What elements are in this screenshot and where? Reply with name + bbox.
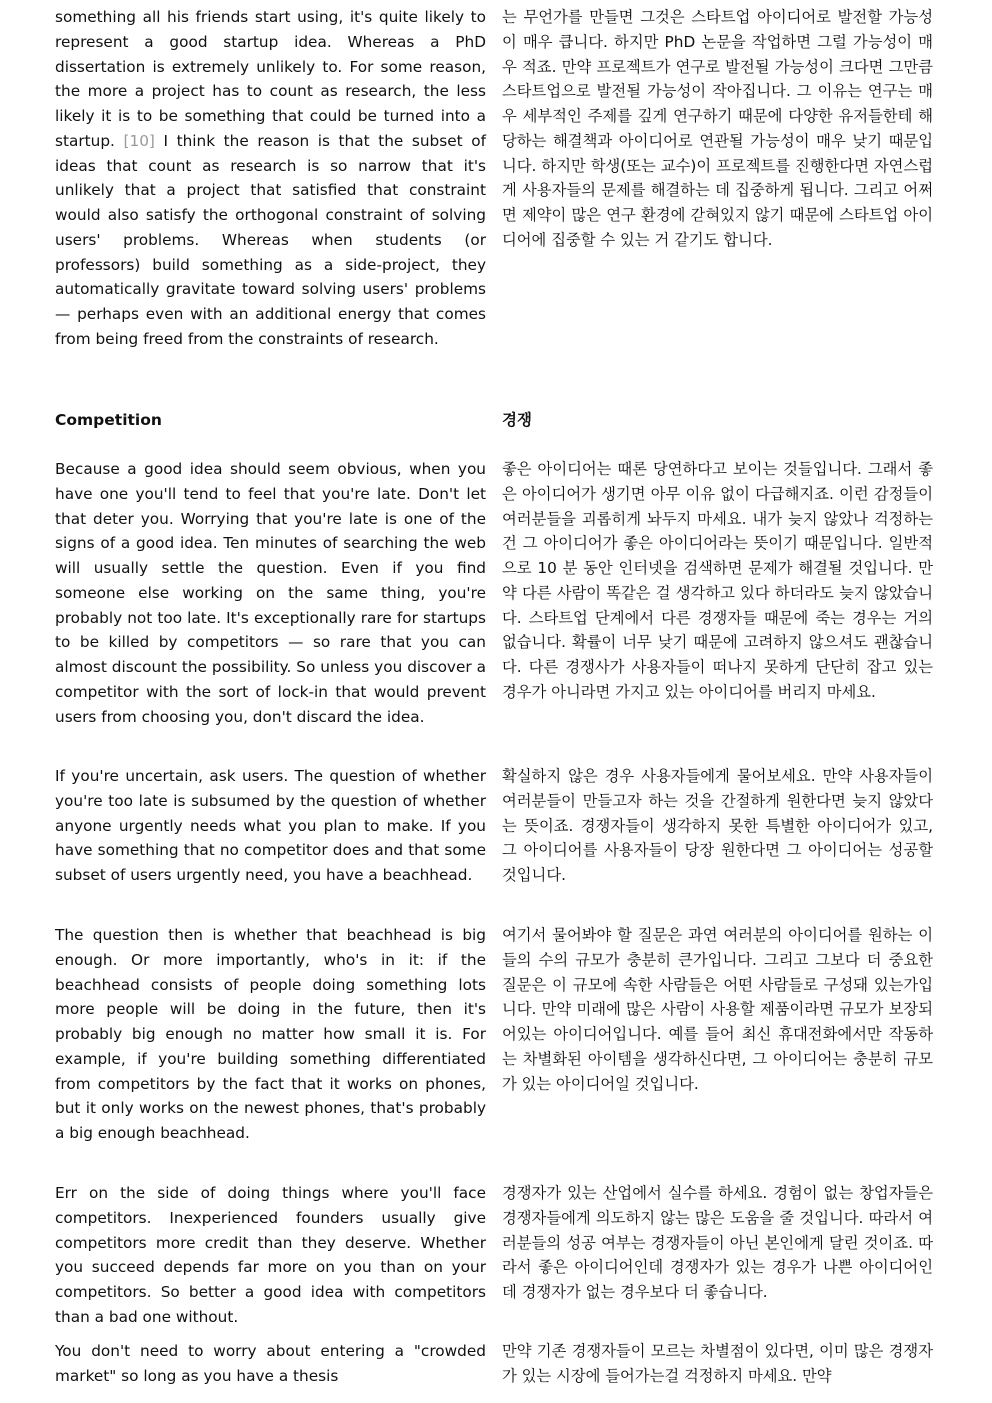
korean-paragraph: 만약 기존 경쟁자들이 모르는 차별점이 있다면, 이미 많은 경쟁자가 있는 시장에 들어가는걸 걱정하지 마세요. 만약 bbox=[502, 1342, 933, 1385]
korean-intro-paragraph: 는 무언가를 만들면 그것은 스타트업 아이디어로 발전할 가능성이 매우 큽니다. 하지만 PhD 논문을 작업하면 그럴 가능성이 매우 적죠. 만약 프로젝트가 연구로 발전될 가능성이 크다면 그만큼 스타트업으로 발전될 가능성이 작아집니다. 그 이유는 연구는 매우 세부적인 주제를 깊게 연구하기 때문에 다양한 유저들한테 해당하는 해결책과 아이디어로 연관될 가능성이 매우 낮기 때문입니다. 하지만 학생(또는 교수)이 프로젝트를 진행한다면 자연스럽게 사용자들의 문제를 해결하는 데 집중하게 됩니다. 그리고 어쩌면 제약이 많은 연구 환경에 갇혀있지 않기 때문에 스타트업 아이디어에 집중할 수 있는 거 같기도 합니다. bbox=[502, 8, 933, 249]
english-paragraph: Because a good idea should seem obvious, when you have one you'll tend to feel that you're late. Don't let that deter you. Worrying that you're late is one of the signs of a good idea. Ten minutes of searching the web will usually settle the question. Even if you find someone else working on the same thing, you're probably not too late. It's exceptionally rare for startups to be killed by competitors — so rare that you can almost discount the possibility. So unless you discover a competitor with the sort of lock-in that would prevent users from choosing you, don't discard the idea. bbox=[55, 460, 486, 726]
korean-paragraph: 확실하지 않은 경우 사용자들에게 물어보세요. 만약 사용자들이 여러분들이 만들고자 하는 것을 간절하게 원한다면 늦지 않았다는 뜻이죠. 경쟁자들이 생각하지 못한 특별한 아이디어가 있고, 그 아이디어를 사용자들이 당장 원한다면 그 아이디어는 성공할 것입니다. bbox=[502, 767, 933, 884]
footnote-link[interactable]: [10] bbox=[123, 131, 155, 150]
korean-paragraph: 좋은 아이디어는 때론 당연하다고 보이는 것들입니다. 그래서 좋은 아이디어가 생기면 아무 이유 없이 다급해지죠. 이런 감정들이 여러분들을 괴롭히게 놔두지 마세요. 내가 늦지 않았나 걱정하는 건 그 아이디어가 좋은 아이디어라는 뜻이기 때문입니다. 일반적으로 10 분 동안 인터넷을 검색하면 문제가 해결될 것입니다. 만약 다른 사람이 똑같은 걸 생각하고 있다 하더라도 늦지 않았습니다. 스타트업 단계에서 다른 경쟁자들 때문에 죽는 경우는 거의 없습니다. 확률이 너무 낮기 때문에 고려하지 않으셔도 괜찮습니다. 다른 경쟁사가 사용자들이 떠나지 못하게 단단히 잡고 있는 경우가 아니라면 가지고 있는 아이디어를 버리지 마세요. bbox=[502, 460, 933, 701]
english-intro-paragraph bbox=[55, 5, 486, 352]
english-paragraph: Err on the side of doing things where you'll face competitors. Inexperienced founders usually give competitors more credit than they deserve. Whether you succeed depends far more on you than on your competitors. So better a good idea with competitors than a bad one without. bbox=[55, 1184, 486, 1326]
korean-paragraph: 경쟁자가 있는 산업에서 실수를 하세요. 경험이 없는 창업자들은 경쟁자들에게 의도하지 않는 많은 도움을 줄 것입니다. 따라서 여러분들의 성공 여부는 경쟁자들이 아닌 본인에게 달린 것이죠. 따라서 좋은 아이디어인데 경쟁자가 있는 경우가 나쁜 아이디어인데 경쟁자가 없는 경우보다 더 좋습니다. bbox=[502, 1184, 933, 1301]
english-paragraph: The question then is whether that beachhead is big enough. Or more importantly, who's in it: if the beachhead consists of people doing something lots more people will be doing in the future, then it's probably big enough no matter how small it is. For example, if you're building something differentiated from competitors by the fact that it works on phones, but it only works on the newest phones, that's probably a big enough beachhead. bbox=[55, 926, 486, 1142]
intro-text-continued: I think the reason is that the subset of ideas that count as research is so narrow that it's unlikely that a project that satisfied that constraint would also satisfy the orthogonal constraint of solving users' problems. Whereas when students (or professors) build something as a side-project, they automatically gravitate toward solving users' problems — perhaps even with an additional energy that comes from being freed from the constraints of research. bbox=[55, 131, 486, 348]
english-paragraph: You don't need to worry about entering a "crowded market" so long as you have a thesis bbox=[55, 1342, 486, 1385]
intro-text: something all his friends start using, it's quite likely to represent a good startup idea. Whereas a PhD dissertation is extremely unlikely to. For some reason, the more a project has to count as research, the less likely it is to be something that could be turned into a startup. bbox=[55, 8, 486, 150]
korean-paragraph: 여기서 물어봐야 할 질문은 과연 여러분의 아이디어를 원하는 이들의 수의 규모가 충분히 큰가입니다. 그리고 그보다 더 중요한 질문은 이 규모에 속한 사람들은 어떤 사람들로 구성돼 있는가입니다. 만약 미래에 많은 사람이 사용할 제품이라면 규모가 보장되어있는 아이디어입니다. 예를 들어 최신 휴대전화에서만 작동하는 차별화된 아이템을 생각하신다면, 그 아이디어는 충분히 규모가 있는 아이디어일 것입니다. bbox=[502, 926, 933, 1093]
section-heading-en: Competition bbox=[55, 411, 162, 429]
section-heading-ko: 경쟁 bbox=[502, 411, 532, 429]
english-paragraph: If you're uncertain, ask users. The question of whether you're too late is subsumed by the question of whether anyone urgently needs what you plan to make. If you have something that no competitor does and that some subset of users urgently need, you have a beachhead. bbox=[55, 767, 486, 884]
